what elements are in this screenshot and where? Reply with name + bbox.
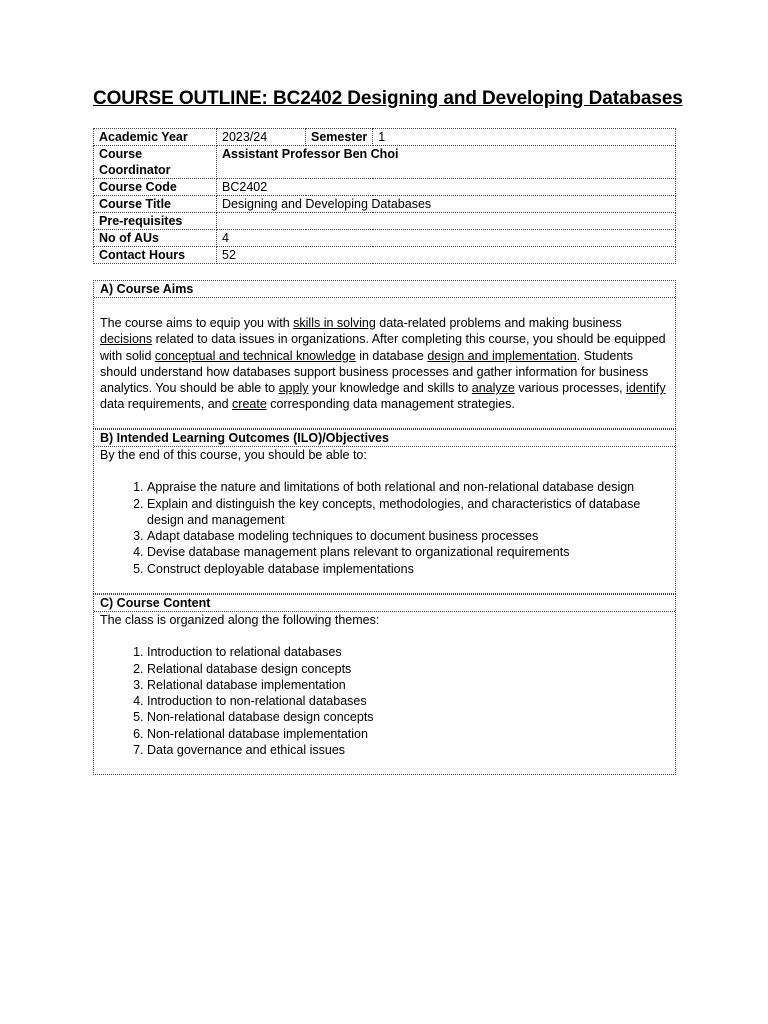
ilo-heading: B) Intended Learning Outcomes (ILO)/Objectives bbox=[94, 430, 675, 447]
ilo-list bbox=[94, 479, 675, 577]
course-content-intro: The class is organized along the following themes: bbox=[100, 613, 380, 627]
aus-label: No of AUs bbox=[94, 230, 217, 247]
list-item: 1. Introduction to relational databases bbox=[147, 644, 675, 660]
semester-label: Semester bbox=[306, 129, 373, 146]
list-item: 4. Introduction to non-relational databases bbox=[147, 693, 675, 709]
aims-text: . Students should understand how databases support business processes and gather information for business analytics. You should be able to bbox=[100, 348, 649, 396]
table-row bbox=[94, 213, 676, 230]
semester-value: 1 bbox=[373, 129, 676, 146]
aims-text: corresponding data management strategies. bbox=[266, 397, 515, 412]
list-item: 7. Data governance and ethical issues bbox=[147, 742, 675, 758]
list-item: 2. Explain and distinguish the key concepts, methodologies, and characteristics of database design and management bbox=[147, 496, 675, 529]
list-item: 6. Non-relational database implementation bbox=[147, 726, 675, 742]
aims-text: The course aims to equip you with bbox=[100, 316, 294, 330]
aims-emphasis: apply bbox=[278, 381, 309, 396]
table-row bbox=[94, 247, 676, 264]
course-aims-text bbox=[94, 298, 675, 413]
contact-hours-label: Contact Hours bbox=[94, 247, 217, 264]
coordinator-value: Assistant Professor Ben Choi bbox=[217, 146, 676, 179]
table-row bbox=[94, 129, 676, 146]
list-item: 3. Relational database implementation bbox=[147, 677, 675, 693]
course-code-label: Course Code bbox=[94, 179, 217, 196]
aims-text: your knowledge and skills to bbox=[308, 381, 472, 396]
academic-year-value: 2023/24 bbox=[217, 129, 306, 146]
ilo-section bbox=[93, 429, 676, 594]
course-aims-heading: A) Course Aims bbox=[94, 281, 675, 298]
aims-emphasis: analyze bbox=[471, 381, 515, 396]
course-content-section bbox=[93, 594, 676, 775]
table-row bbox=[94, 196, 676, 213]
prereq-value bbox=[217, 213, 676, 230]
table-row bbox=[94, 179, 676, 196]
table-row bbox=[94, 230, 676, 247]
academic-year-label: Academic Year bbox=[94, 129, 217, 146]
aims-text: related to data issues in organizations. After completing this course, you should be equipped with solid bbox=[100, 332, 666, 363]
coordinator-label: Course Coordinator bbox=[94, 146, 217, 179]
list-item: 5. Construct deployable database implementations bbox=[147, 561, 675, 577]
aims-emphasis: design and implementation bbox=[427, 348, 577, 363]
list-item: 3. Adapt database modeling techniques to document business processes bbox=[147, 528, 675, 544]
aims-emphasis: skills in solving bbox=[293, 316, 376, 330]
aims-text: various processes, bbox=[514, 381, 627, 396]
aims-emphasis: identify bbox=[626, 381, 666, 396]
aims-text: data requirements, and bbox=[100, 397, 233, 412]
aims-text: in database bbox=[355, 348, 428, 363]
contact-hours-value: 52 bbox=[217, 247, 676, 264]
aus-value: 4 bbox=[217, 230, 676, 247]
course-title-value: Designing and Developing Databases bbox=[217, 196, 676, 213]
aims-emphasis: decisions bbox=[100, 332, 153, 347]
page-title: COURSE OUTLINE: BC2402 Designing and Developing Databases bbox=[93, 88, 683, 109]
course-code-value: BC2402 bbox=[217, 179, 676, 196]
course-title-label: Course Title bbox=[94, 196, 217, 213]
aims-text: data-related problems and making business bbox=[375, 316, 622, 330]
list-item: 5. Non-relational database design concepts bbox=[147, 709, 675, 725]
prereq-label: Pre-requisites bbox=[94, 213, 217, 230]
aims-emphasis: conceptual and technical knowledge bbox=[154, 348, 356, 363]
table-row bbox=[94, 146, 676, 179]
course-content-list bbox=[94, 644, 675, 758]
course-content-heading: C) Course Content bbox=[94, 595, 675, 612]
aims-emphasis: create bbox=[232, 397, 267, 412]
course-info-table bbox=[93, 128, 676, 264]
list-item: 4. Devise database management plans relevant to organizational requirements bbox=[147, 544, 675, 560]
list-item: 2. Relational database design concepts bbox=[147, 661, 675, 677]
list-item: 1. Appraise the nature and limitations of both relational and non-relational database design bbox=[147, 479, 675, 495]
ilo-intro: By the end of this course, you should be able to: bbox=[100, 448, 367, 462]
course-aims-section bbox=[93, 280, 676, 429]
